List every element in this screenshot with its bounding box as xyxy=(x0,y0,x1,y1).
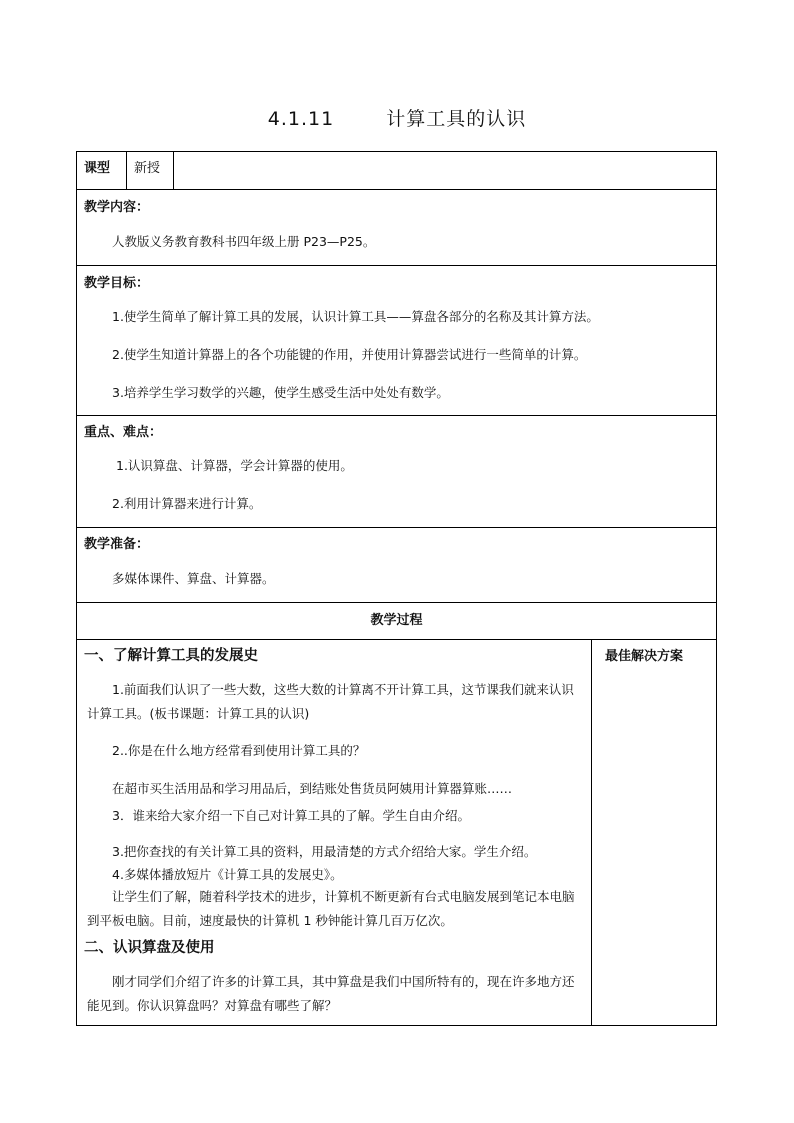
paragraph: 让学生们了解，随着科学技术的进步，计算机不断更新有台式电脑发展到笔记本电脑到平板电脑。目前，速度最快的计算机 1 秒钟能计算几百万亿次。 xyxy=(87,889,575,928)
lesson-number: 4.1.11 xyxy=(267,108,335,130)
section-heading: 二、认识算盘及使用 xyxy=(84,940,215,956)
key-points-row xyxy=(77,415,716,527)
preparation-label: 教学准备： xyxy=(84,537,150,552)
goals-row xyxy=(77,265,716,415)
key-points-label: 重点、难点： xyxy=(84,425,163,440)
process-header-row xyxy=(77,602,716,639)
content-row xyxy=(77,189,716,265)
lesson-plan-table xyxy=(76,151,717,1026)
content-label: 教学内容： xyxy=(84,200,150,215)
side-header: 最佳解决方案 xyxy=(605,649,684,664)
paragraph: 在超市买生活用品和学习用品后，到结账处售货员阿姨用计算器算账…… xyxy=(112,781,513,796)
process-body-row xyxy=(77,639,716,1025)
page-title xyxy=(0,104,794,131)
process-side-cell xyxy=(591,640,716,1025)
lesson-type-row xyxy=(77,152,716,189)
goal-item: 3.培养学生学习数学的兴趣，使学生感受生活中处处有数学。 xyxy=(112,385,449,400)
section-heading: 一、了解计算工具的发展史 xyxy=(84,648,258,664)
paragraph: 4.多媒体播放短片《计算工具的发展史》。 xyxy=(112,867,343,882)
goal-item: 1.使学生简单了解计算工具的发展，认识计算工具——算盘各部分的名称及其计算方法。 xyxy=(112,309,599,324)
paragraph: 2..你是在什么地方经常看到使用计算工具的？ xyxy=(112,743,366,758)
key-point-item: 1.认识算盘、计算器，学会计算器的使用。 xyxy=(116,458,353,473)
paragraph: 3．谁来给大家介绍一下自己对计算工具的了解。学生自由介绍。 xyxy=(112,808,470,823)
goal-item: 2.使学生知道计算器上的各个功能键的作用，并使用计算器尝试进行一些简单的计算。 xyxy=(112,347,587,362)
content-text: 人教版义务教育教科书四年级上册 P23—P25。 xyxy=(112,234,376,249)
preparation-row xyxy=(77,527,716,602)
preparation-text: 多媒体课件、算盘、计算器。 xyxy=(112,571,275,586)
paragraph: 3.把你查找的有关计算工具的资料，用最清楚的方式介绍给大家。学生介绍。 xyxy=(112,844,537,859)
lesson-type-label: 课型 xyxy=(84,161,111,176)
paragraph: 1.前面我们认识了一些大数，这些大数的计算离不开计算工具，这节课我们就来认识计算工具。(板书课题：计算工具的认识) xyxy=(87,682,574,721)
process-main-cell xyxy=(77,640,591,1025)
paragraph: 刚才同学们介绍了许多的计算工具，其中算盘是我们中国所特有的，现在许多地方还能见到。你认识算盘吗？对算盘有哪些了解？ xyxy=(87,974,575,1013)
key-point-item: 2.利用计算器来进行计算。 xyxy=(112,496,262,511)
lesson-title: 计算工具的认识 xyxy=(386,108,527,130)
lesson-type-value: 新授 xyxy=(134,161,161,176)
goals-label: 教学目标： xyxy=(84,276,150,291)
process-header: 教学过程 xyxy=(370,613,423,628)
